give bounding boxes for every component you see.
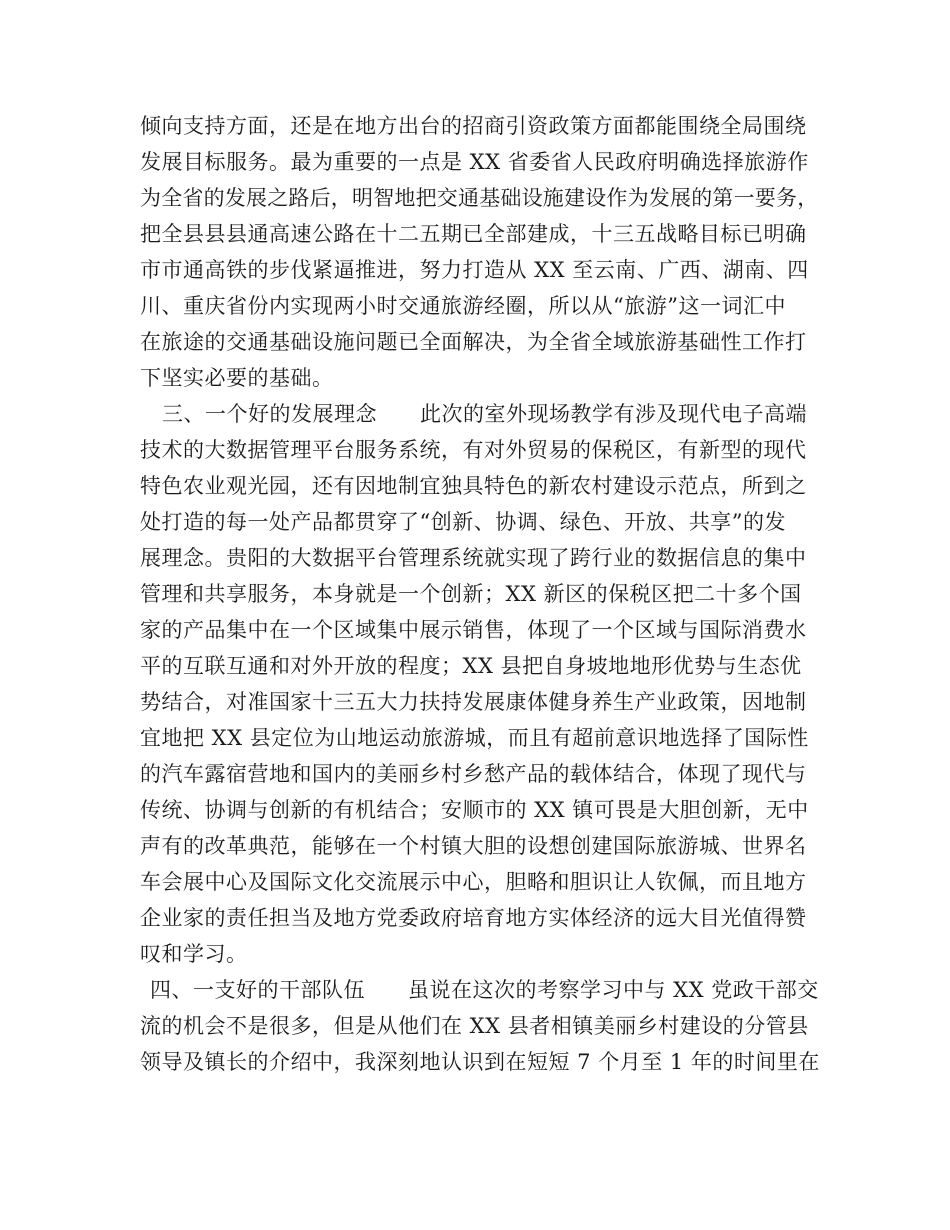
text-line: 川、重庆省份内实现两小时交通旅游经圈，所以从“旅游”这一词汇中	[140, 294, 786, 318]
text-line: 宜地把 XX 县定位为山地运动旅游城，而且有超前意识地选择了国际性	[140, 726, 809, 750]
text-line: 传统、协调与创新的有机结合；安顺市的 XX 镇可畏是大胆创新，无中	[140, 798, 809, 822]
text-line: 声有的改革典范，能够在一个村镇大胆的设想创建国际旅游城、世界名	[140, 834, 807, 858]
text-line: 企业家的责任担当及地方党委政府培育地方实体经济的远大目光值得赞	[140, 906, 807, 930]
text-line: 技术的大数据管理平台服务系统，有对外贸易的保税区，有新型的现代	[140, 438, 807, 462]
text-line: 为全省的发展之路后，明智地把交通基础设施建设作为发展的第一要务，	[140, 186, 819, 210]
text-line: 平的互联互通和对外开放的程度；XX 县把自身坡地地形优势与生态优	[140, 654, 802, 678]
text-line: 势结合，对准国家十三五大力扶持发展康体健身养生产业政策，因地制	[140, 690, 807, 714]
text-line: 在旅途的交通基础设施问题已全面解决，为全省全域旅游基础性工作打	[140, 330, 807, 354]
text-line: 展理念。贵阳的大数据平台管理系统就实现了跨行业的数据信息的集中	[140, 546, 807, 570]
text-line: 的汽车露宿营地和国内的美丽乡村乡愁产品的载体结合，体现了现代与	[140, 762, 807, 786]
text-line: 处打造的每一处产品都贯穿了“创新、协调、绿色、开放、共享”的发	[140, 510, 786, 534]
section-heading-line: 四、一支好的干部队伍 虽说在这次的考察学习中与 XX 党政干部交	[150, 978, 819, 1002]
text-line: 领导及镇长的介绍中，我深刻地认识到在短短 7 个月至 1 年的时间里在	[140, 1050, 820, 1074]
text-line: 市市通高铁的步伐紧逼推进，努力打造从 XX 至云南、广西、湖南、四	[140, 258, 809, 282]
text-line: 流的机会不是很多，但是从他们在 XX 县者相镇美丽乡村建设的分管县	[140, 1014, 809, 1038]
text-line: 倾向支持方面，还是在地方出台的招商引资政策方面都能围绕全局围绕	[140, 114, 807, 138]
text-line: 家的产品集中在一个区域集中展示销售，体现了一个区域与国际消费水	[140, 618, 807, 642]
text-line: 下坚实必要的基础。	[140, 366, 334, 390]
text-line: 发展目标服务。最为重要的一点是 XX 省委省人民政府明确选择旅游作	[140, 150, 809, 174]
section-heading-line: 三、一个好的发展理念 此次的室外现场教学有涉及现代电子高端	[162, 402, 807, 426]
text-line: 车会展中心及国际文化交流展示中心，胆略和胆识让人钦佩，而且地方	[140, 870, 807, 894]
text-line: 把全县县县通高速公路在十二五期已全部建成，十三五战略目标已明确	[140, 222, 807, 246]
text-line: 叹和学习。	[140, 942, 248, 966]
text-line: 特色农业观光园，还有因地制宜独具特色的新农村建设示范点，所到之	[140, 474, 807, 498]
text-line: 管理和共享服务，本身就是一个创新；XX 新区的保税区把二十多个国	[140, 582, 802, 606]
